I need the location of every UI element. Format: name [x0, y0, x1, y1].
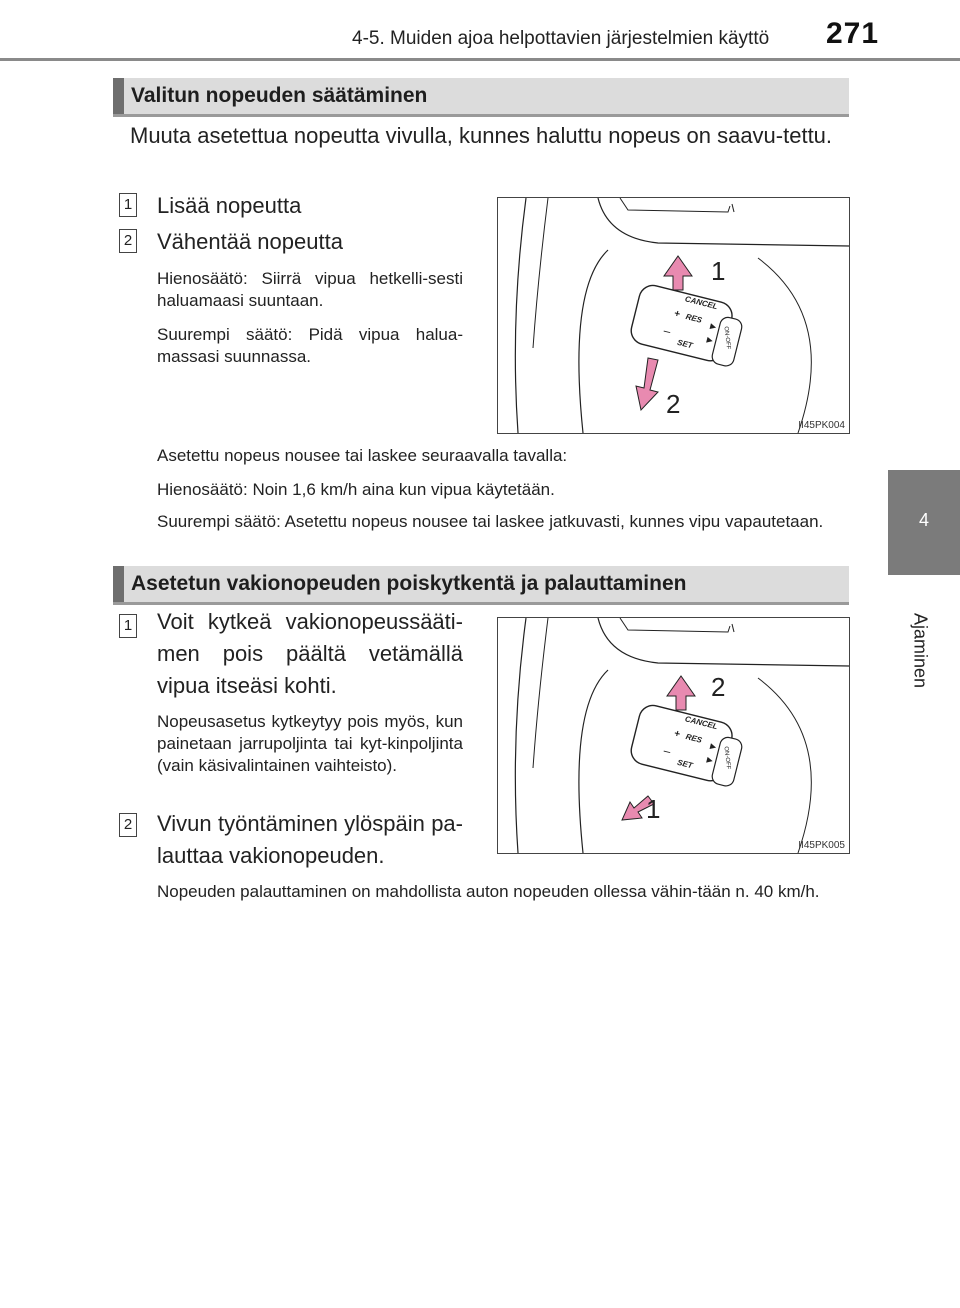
section-title: Valitun nopeuden säätäminen [131, 84, 428, 107]
arrow-up-resume [667, 676, 695, 710]
header-rule [0, 58, 960, 61]
lever-figure-adjust [497, 197, 850, 434]
chapter-tab-label: Ajaminen [910, 612, 931, 689]
item-label-decrease: Vähentää nopeutta [157, 229, 343, 254]
callout-1: 1 [711, 256, 726, 286]
lever-illustration [498, 198, 849, 433]
note-fine-step: Hienosäätö: Noin 1,6 km/h aina kun vipua käytetään. [157, 480, 555, 499]
lever-set-text: SET [676, 337, 694, 351]
lever-minus-text: – [662, 743, 673, 759]
item-number-badge: 2 [119, 229, 137, 253]
note-speed-change: Asetettu nopeus nousee tai laskee seuraavalla tavalla: [157, 446, 568, 465]
callout-2: 2 [711, 672, 726, 702]
cruise-lever [628, 283, 747, 368]
item-number-badge: 1 [119, 193, 137, 217]
section-header-cancel-resume [113, 566, 849, 605]
lever-res-text: RES [684, 312, 703, 325]
item-number-badge: 2 [119, 813, 137, 837]
item-label-resume: Vivun työntäminen ylöspäin pa-lauttaa vakionopeuden. [157, 811, 463, 868]
figure-code: II45PK004 [798, 420, 845, 431]
arrow-up-increase [664, 256, 692, 290]
note-coarse-adjust: Suurempi säätö: Pidä vipua halua-massasi suunnassa. [157, 325, 463, 366]
lever-cancel-text: CANCEL [684, 294, 719, 312]
note-resume-speed: Nopeuden palauttaminen on mahdollista auton nopeuden ollessa vähin-tään n. 40 km/h. [157, 882, 820, 901]
lever-minus-text: – [662, 323, 673, 339]
lever-cancel-text: CANCEL [684, 714, 719, 732]
chapter-tab-number: 4 [918, 510, 929, 530]
figure-code: II45PK005 [798, 840, 845, 851]
cruise-lever [628, 703, 747, 788]
section-header-bar [113, 566, 124, 602]
section-header-bar [113, 78, 124, 114]
section-header-speed-adjust [113, 78, 849, 117]
arrow-down-decrease [636, 358, 658, 410]
section-title: Asetetun vakionopeuden poiskytkentä ja palauttaminen [131, 572, 687, 595]
chapter-title: 4-5. Muiden ajoa helpottavien järjestelmien käyttö [352, 28, 770, 49]
lever-plus-text: + [672, 728, 682, 741]
lever-plus-text: + [672, 308, 682, 321]
chapter-tab[interactable] [888, 470, 960, 575]
lever-res-text: RES [684, 732, 703, 745]
lever-on-off-text: ON-OFF [722, 746, 731, 770]
page-number: 271 [826, 17, 880, 50]
callout-2: 2 [666, 389, 681, 419]
note-coarse-continuous: Suurempi säätö: Asetettu nopeus nousee tai laskee jatkuvasti, kunnes vipu vapautetaan. [157, 512, 824, 531]
lever-illustration [498, 618, 849, 853]
callout-1: 1 [646, 794, 661, 824]
item-number-badge: 1 [119, 614, 137, 638]
lever-set-text: SET [676, 757, 694, 771]
section-intro: Muuta asetettua nopeutta vivulla, kunnes haluttu nopeus on saavu-tettu. [130, 123, 833, 148]
lever-on-off-text: ON-OFF [722, 326, 731, 350]
note-cancel-pedal: Nopeusasetus kytkeytyy pois myös, kun painetaan jarrupoljinta tai kyt-kinpoljinta (vain käsivalintainen vaihteisto). [157, 712, 463, 775]
item-label-cancel: Voit kytkeä vakionopeussääti-men pois päältä vetämällä vipua itseäsi kohti. [157, 609, 463, 698]
note-fine-adjust: Hienosäätö: Siirrä vipua hetkelli-sesti haluamaasi suuntaan. [157, 269, 463, 310]
item-label-increase: Lisää nopeutta [157, 193, 302, 218]
lever-figure-cancel [497, 617, 850, 854]
